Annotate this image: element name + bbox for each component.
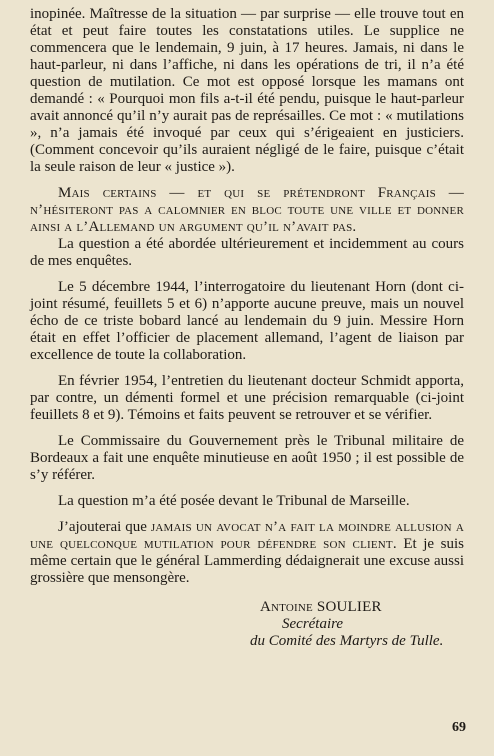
paragraph-8-tail: Et je suis même certain que le général Lammerding dédaignerait une excuse aussi grossière que mensongère.	[30, 536, 464, 586]
paragraph-8-small-caps: jamais un avocat n’a fait la moindre allusion a une quelconque mutilation pour défendre son client.	[30, 519, 464, 552]
paragraph-3: La question a été abordée ultérieurement et incidemment au cours de mes enquêtes.	[30, 236, 464, 269]
signature-name: Antoine SOULIER	[260, 599, 382, 615]
page-number: 69	[452, 720, 466, 735]
signature-block	[30, 599, 464, 650]
paragraph-1: inopinée. Maîtresse de la situation — par surprise — elle trouve tout en état et peut faire toutes les constatations utiles. Le supplice ne commencera que le lendemain, 9 juin, à 17 heures. Jamais, ni dans le haut-parleur, ni dans l’affiche, ni dans les opérations de tri, il n’a été question de mutilation. Ce mot est opposé lorsque les mamans ont demandé : « Pourquoi mon fils a-t-il été pendu, puisque le haut-parleur avait annoncé qu’il n’y aurait pas de représailles. Ce mot : « mutilations », n’a jamais été invoqué par ceux qui s’érigeaient en justiciers. (Comment concevoir qu’ils auraient négligé de le faire, puisque c’était la seule raison de leur « justice »).	[30, 6, 464, 175]
paragraph-6: Le Commissaire du Gouvernement près le Tribunal militaire de Bordeaux a fait une enquête minutieuse en août 1950 ; il est possible de s’y référer.	[30, 433, 464, 483]
paragraph-8	[30, 519, 464, 587]
paragraph-5: En février 1954, l’entretien du lieutenant docteur Schmidt apporta, par contre, un démenti formel et une précision remarquable (ci-joint feuillets 8 et 9). Témoins et faits peuvent se retrouver et se vérifier.	[30, 373, 464, 423]
signature-organization: du Comité des Martyrs de Tulle.	[250, 633, 444, 649]
paragraph-4: Le 5 décembre 1944, l’interrogatoire du lieutenant Horn (dont ci-joint résumé, feuillets 5 et 6) n’apporte aucune preuve, mais un nouvel écho de ce triste bobard lancé au lendemain du 9 juin. Messire Horn était en effet l’officier de placement allemand, l’agent de liaison par excellence de toute la collaboration.	[30, 279, 464, 363]
paragraph-2: Mais certains — et qui se prétendront Français — n’hésiteront pas a calomnier en bloc toute une ville et donner ainsi a l’Allemand un argument qu’il n’avait pas.	[30, 185, 464, 235]
paragraph-8-lead: J’ajouterai que	[58, 519, 151, 535]
signature-role: Secrétaire	[282, 616, 344, 632]
paragraph-7: La question m’a été posée devant le Tribunal de Marseille.	[58, 493, 410, 509]
